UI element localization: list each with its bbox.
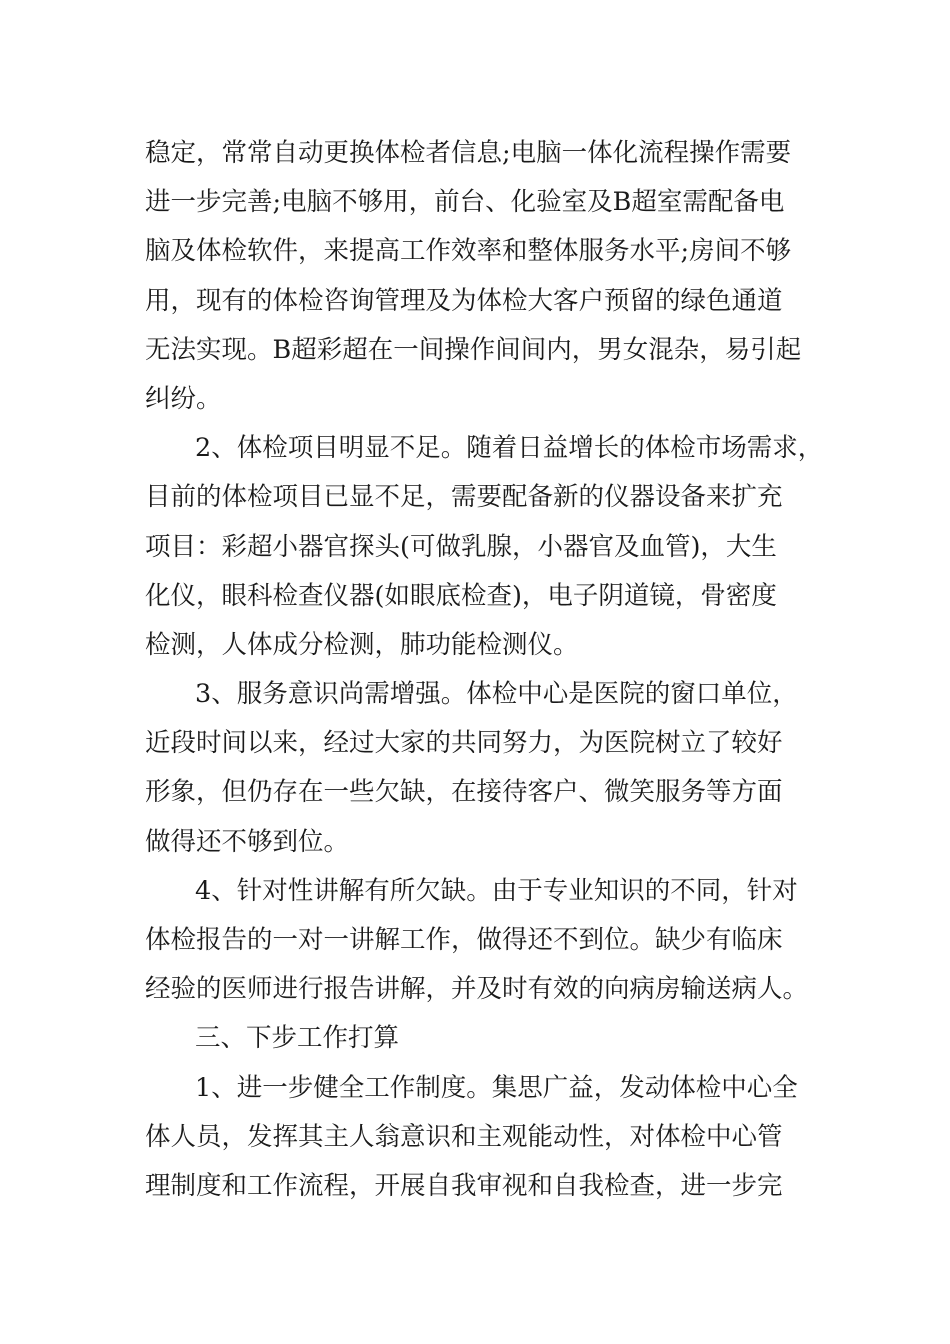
text-line: 脑及体检软件，来提高工作效率和整体服务水平;房间不够 xyxy=(145,236,792,267)
text-line: 化仪，眼科检查仪器(如眼底检查)，电子阴道镜，骨密度 xyxy=(145,580,777,611)
text-line: 用，现有的体检咨询管理及为体检大客户预留的绿色通道 xyxy=(145,285,783,316)
text-line: 3、服务意识尚需增强。体检中心是医院的窗口单位， xyxy=(195,679,798,710)
text-line: 经验的医师进行报告讲解，并及时有效的向病房输送病人。 xyxy=(145,974,809,1005)
text-line: 4、针对性讲解有所欠缺。由于专业知识的不同，针对 xyxy=(195,875,798,906)
text-line: 形象，但仍存在一些欠缺，在接待客户、微笑服务等方面 xyxy=(145,777,783,808)
text-line: 检测，人体成分检测，肺功能检测仪。 xyxy=(145,629,579,660)
document-body xyxy=(145,129,825,1211)
text-line: 三、下步工作打算 xyxy=(195,1023,400,1054)
text-line: 无法实现。B超彩超在一间操作间间内，男女混杂，易引起 xyxy=(145,334,802,365)
text-line: 做得还不够到位。 xyxy=(145,826,350,857)
text-line: 目前的体检项目已显不足，需要配备新的仪器设备来扩充 xyxy=(145,482,783,513)
text-line: 项目：彩超小器官探头(可做乳腺，小器官及血管)，大生 xyxy=(145,531,777,562)
text-line: 理制度和工作流程，开展自我审视和自我检查，进一步完 xyxy=(145,1170,783,1201)
text-line: 1、进一步健全工作制度。集思广益，发动体检中心全 xyxy=(195,1072,798,1103)
text-line: 稳定，常常自动更换体检者信息;电脑一体化流程操作需要 xyxy=(145,138,792,168)
text-line: 进一步完善;电脑不够用，前台、化验室及B超室需配备电 xyxy=(145,187,785,218)
text-line: 纠纷。 xyxy=(145,383,222,414)
text-line: 2、体检项目明显不足。随着日益增长的体检市场需求， xyxy=(195,433,824,464)
text-line: 体检报告的一对一讲解工作，做得还不到位。缺少有临床 xyxy=(145,925,783,955)
text-line: 近段时间以来，经过大家的共同努力，为医院树立了较好 xyxy=(145,728,783,759)
text-line: 体人员，发挥其主人翁意识和主观能动性，对体检中心管 xyxy=(145,1121,783,1152)
